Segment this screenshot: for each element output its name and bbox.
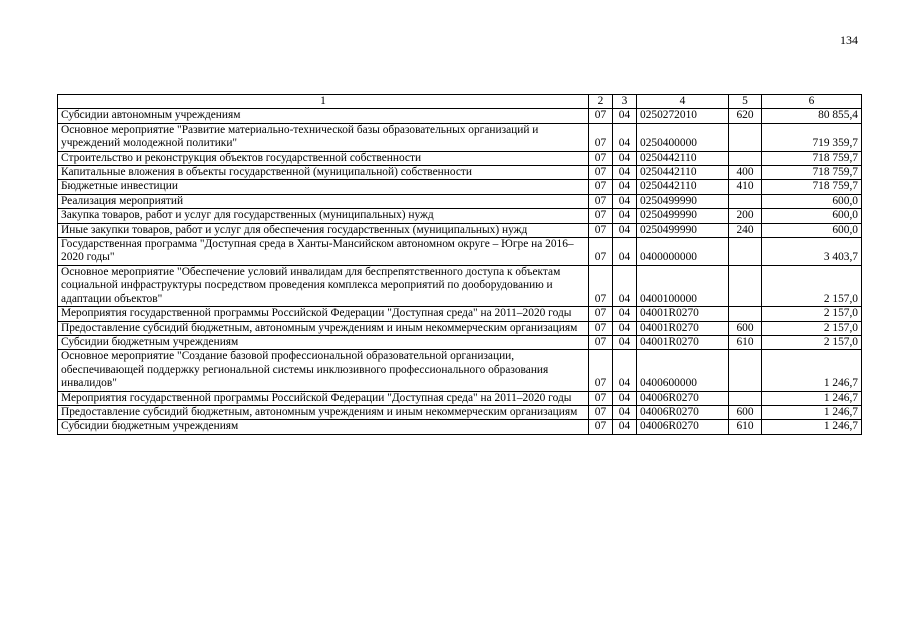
row-section: 07 <box>589 180 613 194</box>
row-amount: 1 246,7 <box>762 350 862 391</box>
row-subsection: 04 <box>613 209 637 223</box>
row-amount: 2 157,0 <box>762 265 862 306</box>
row-subsection: 04 <box>613 194 637 208</box>
row-vr: 600 <box>729 405 762 419</box>
table-row <box>58 123 862 151</box>
row-vr <box>729 265 762 306</box>
table-row <box>58 335 862 349</box>
row-csr: 04006R0270 <box>637 420 729 434</box>
table-row <box>58 265 862 306</box>
table-row <box>58 307 862 321</box>
row-name: Предоставление субсидий бюджетным, автономным учреждениям и иным некоммерческим организациям <box>58 321 589 335</box>
row-name: Закупка товаров, работ и услуг для государственных (муниципальных) нужд <box>58 209 589 223</box>
row-vr: 600 <box>729 321 762 335</box>
row-amount: 718 759,7 <box>762 151 862 165</box>
row-name: Основное мероприятие "Обеспечение условий инвалидам для беспрепятственного доступа к объектам социальной инфраструктуры посредством проведения комплекса мероприятий по дооборудованию и адаптации объектов" <box>58 265 589 306</box>
row-section: 07 <box>589 321 613 335</box>
row-name: Иные закупки товаров, работ и услуг для обеспечения государственных (муниципальных) нужд <box>58 223 589 237</box>
row-csr: 0250400000 <box>637 123 729 151</box>
row-vr: 620 <box>729 109 762 123</box>
row-amount: 80 855,4 <box>762 109 862 123</box>
table-row <box>58 166 862 180</box>
row-name: Реализация мероприятий <box>58 194 589 208</box>
row-name: Предоставление субсидий бюджетным, автономным учреждениям и иным некоммерческим организациям <box>58 405 589 419</box>
row-subsection: 04 <box>613 109 637 123</box>
row-amount: 718 759,7 <box>762 180 862 194</box>
row-vr <box>729 350 762 391</box>
table-row <box>58 321 862 335</box>
row-name: Субсидии бюджетным учреждениям <box>58 420 589 434</box>
row-vr: 400 <box>729 166 762 180</box>
row-name: Основное мероприятие "Создание базовой профессиональной образовательной организации, обеспечивающей поддержку региональной системы инклюзивного профессионального образования инвалидов" <box>58 350 589 391</box>
table-row <box>58 209 862 223</box>
row-subsection: 04 <box>613 238 637 266</box>
row-subsection: 04 <box>613 420 637 434</box>
row-vr: 200 <box>729 209 762 223</box>
row-vr: 610 <box>729 420 762 434</box>
row-csr: 04001R0270 <box>637 335 729 349</box>
row-section: 07 <box>589 151 613 165</box>
row-vr <box>729 151 762 165</box>
row-vr: 240 <box>729 223 762 237</box>
row-amount: 719 359,7 <box>762 123 862 151</box>
row-subsection: 04 <box>613 151 637 165</box>
header-subsection: 3 <box>613 95 637 109</box>
header-amount: 6 <box>762 95 862 109</box>
header-vr: 5 <box>729 95 762 109</box>
row-amount: 2 157,0 <box>762 307 862 321</box>
row-name: Мероприятия государственной программы Российской Федерации "Доступная среда" на 2011–2020 годы <box>58 391 589 405</box>
row-subsection: 04 <box>613 307 637 321</box>
row-name: Основное мероприятие "Развитие материально-технической базы образовательных организаций и учреждений молодежной политики" <box>58 123 589 151</box>
row-name: Капитальные вложения в объекты государственной (муниципальной) собственности <box>58 166 589 180</box>
table-row <box>58 405 862 419</box>
row-vr <box>729 123 762 151</box>
row-section: 07 <box>589 109 613 123</box>
row-csr: 0250499990 <box>637 194 729 208</box>
row-csr: 0400600000 <box>637 350 729 391</box>
row-section: 07 <box>589 307 613 321</box>
table-row <box>58 194 862 208</box>
row-subsection: 04 <box>613 123 637 151</box>
row-csr: 0250442110 <box>637 166 729 180</box>
row-amount: 600,0 <box>762 223 862 237</box>
row-csr: 04006R0270 <box>637 391 729 405</box>
row-name: Строительство и реконструкция объектов государственной собственности <box>58 151 589 165</box>
row-subsection: 04 <box>613 350 637 391</box>
row-section: 07 <box>589 391 613 405</box>
row-subsection: 04 <box>613 405 637 419</box>
row-subsection: 04 <box>613 321 637 335</box>
row-subsection: 04 <box>613 391 637 405</box>
row-vr: 610 <box>729 335 762 349</box>
row-name: Субсидии бюджетным учреждениям <box>58 335 589 349</box>
row-subsection: 04 <box>613 265 637 306</box>
row-section: 07 <box>589 223 613 237</box>
header-csr: 4 <box>637 95 729 109</box>
table-row <box>58 420 862 434</box>
row-csr: 04001R0270 <box>637 307 729 321</box>
header-name: 1 <box>58 95 589 109</box>
row-section: 07 <box>589 123 613 151</box>
row-section: 07 <box>589 194 613 208</box>
row-section: 07 <box>589 350 613 391</box>
row-csr: 0250499990 <box>637 223 729 237</box>
row-section: 07 <box>589 238 613 266</box>
table-row <box>58 180 862 194</box>
row-subsection: 04 <box>613 335 637 349</box>
row-subsection: 04 <box>613 223 637 237</box>
row-csr: 0250442110 <box>637 151 729 165</box>
row-csr: 0400100000 <box>637 265 729 306</box>
table-row <box>58 391 862 405</box>
row-amount: 2 157,0 <box>762 335 862 349</box>
row-section: 07 <box>589 335 613 349</box>
table-row <box>58 350 862 391</box>
row-name: Мероприятия государственной программы Российской Федерации "Доступная среда" на 2011–2020 годы <box>58 307 589 321</box>
row-amount: 600,0 <box>762 209 862 223</box>
row-section: 07 <box>589 265 613 306</box>
row-section: 07 <box>589 420 613 434</box>
row-section: 07 <box>589 405 613 419</box>
row-name: Субсидии автономным учреждениям <box>58 109 589 123</box>
row-subsection: 04 <box>613 180 637 194</box>
row-subsection: 04 <box>613 166 637 180</box>
row-csr: 0250442110 <box>637 180 729 194</box>
table-header-row <box>58 95 862 109</box>
row-amount: 2 157,0 <box>762 321 862 335</box>
table-row <box>58 238 862 266</box>
row-csr: 0400000000 <box>637 238 729 266</box>
table-row <box>58 109 862 123</box>
row-section: 07 <box>589 209 613 223</box>
row-name: Государственная программа "Доступная среда в Ханты-Мансийском автономном округе – Югре на 2016–2020 годы" <box>58 238 589 266</box>
row-amount: 1 246,7 <box>762 391 862 405</box>
row-amount: 1 246,7 <box>762 420 862 434</box>
table-row <box>58 151 862 165</box>
row-csr: 04001R0270 <box>637 321 729 335</box>
row-vr <box>729 238 762 266</box>
row-vr <box>729 391 762 405</box>
table-row <box>58 223 862 237</box>
row-vr <box>729 307 762 321</box>
row-amount: 718 759,7 <box>762 166 862 180</box>
header-section: 2 <box>589 95 613 109</box>
row-vr: 410 <box>729 180 762 194</box>
row-amount: 3 403,7 <box>762 238 862 266</box>
row-amount: 1 246,7 <box>762 405 862 419</box>
page-number: 134 <box>840 33 858 47</box>
row-csr: 0250272010 <box>637 109 729 123</box>
row-amount: 600,0 <box>762 194 862 208</box>
row-csr: 04006R0270 <box>637 405 729 419</box>
row-vr <box>729 194 762 208</box>
row-csr: 0250499990 <box>637 209 729 223</box>
row-name: Бюджетные инвестиции <box>58 180 589 194</box>
budget-table <box>57 94 862 435</box>
row-section: 07 <box>589 166 613 180</box>
